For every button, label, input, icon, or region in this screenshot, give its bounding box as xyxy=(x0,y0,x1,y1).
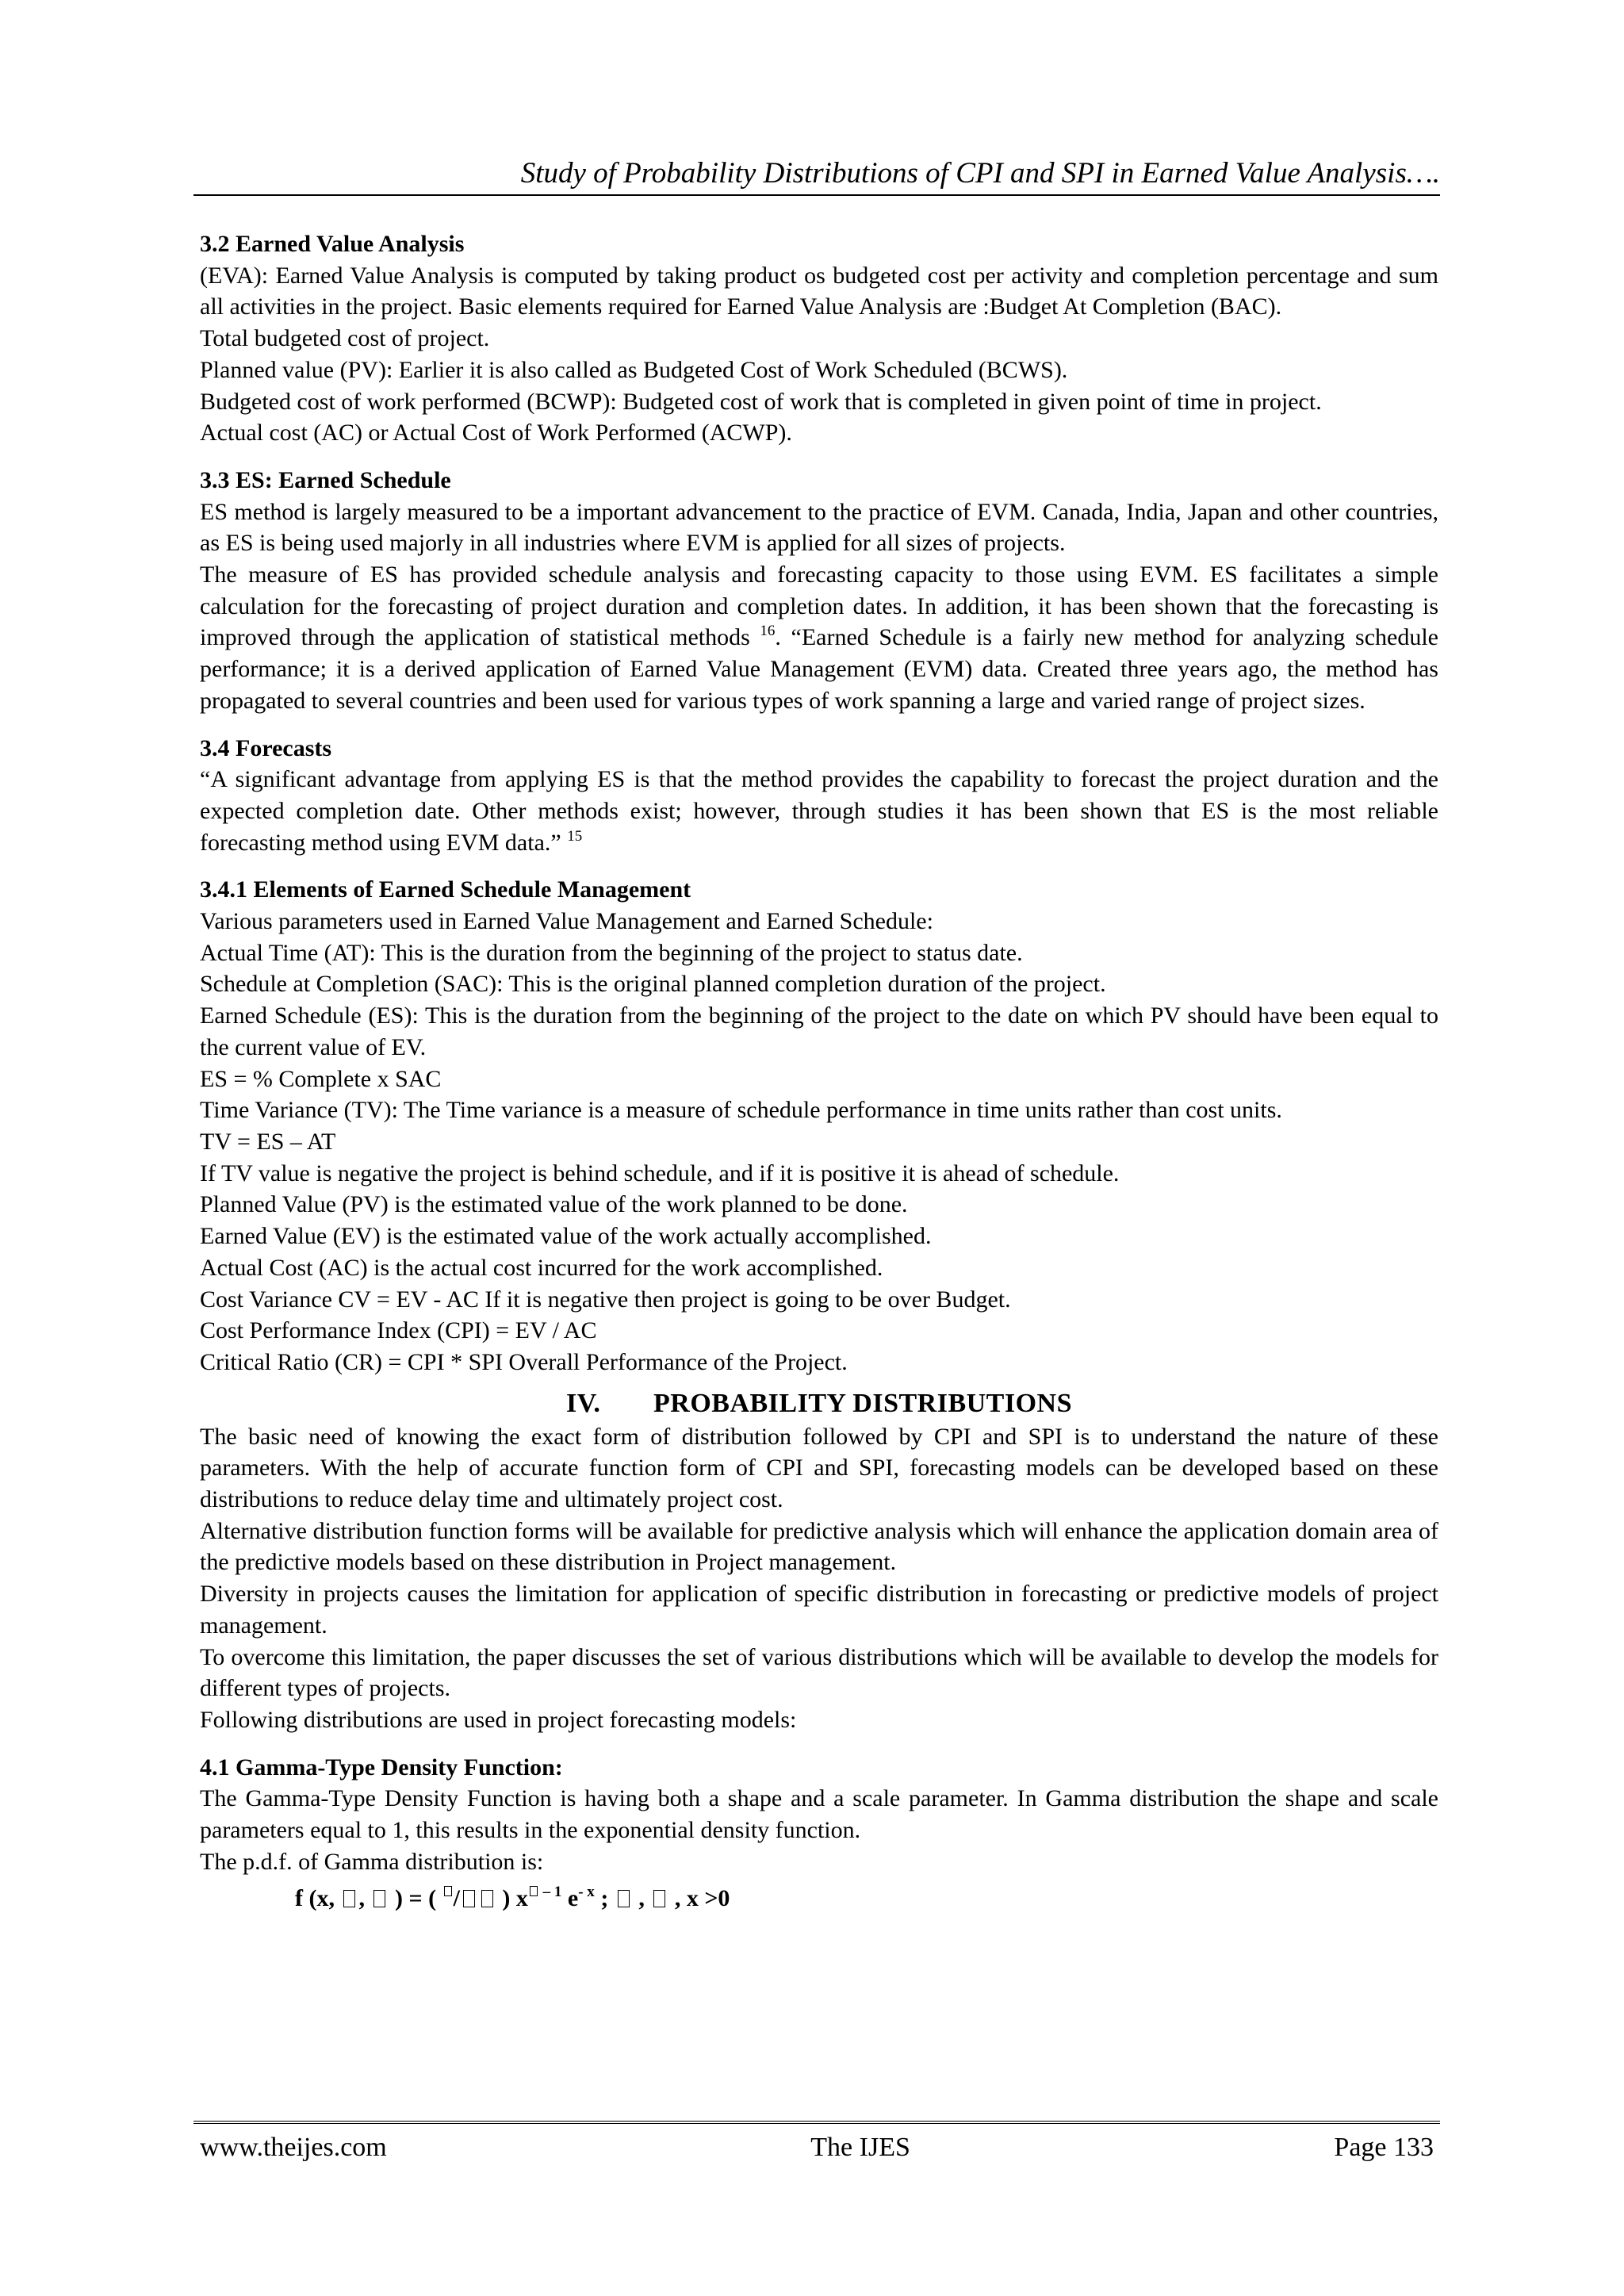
paragraph: Time Variance (TV): The Time variance is a measure of schedule performance in time units rather than cost units. xyxy=(200,1097,1282,1124)
missing-glyph-icon xyxy=(653,1890,665,1907)
formula-text: ) x xyxy=(496,1885,528,1912)
formula-text: ; xyxy=(594,1885,615,1912)
journal-name: The IJES xyxy=(810,2133,910,2162)
paragraph xyxy=(200,764,1438,858)
section-heading-3-2: 3.2 Earned Value Analysis xyxy=(200,231,465,257)
paragraph: Various parameters used in Earned Value Management and Earned Schedule: xyxy=(200,908,933,935)
gamma-pdf-formula xyxy=(200,1882,1438,1915)
page-footer xyxy=(200,2130,1434,2165)
formula-text: ) = ( xyxy=(389,1885,442,1912)
formula-exponent: – 1 xyxy=(538,1884,562,1901)
page-number: Page 133 xyxy=(1334,2133,1434,2162)
paragraph: The basic need of knowing the exact form of distribution followed by CPI and SPI is to understand the nature of these parameters. With the help of accurate function form of CPI and SPI, forecasting models can be developed based on these distributions to reduce delay time and ultimately project cost. xyxy=(200,1423,1438,1513)
paragraph-text: . “Earned Schedule is a fairly new method for analyzing schedule performance; it is a derived application of Earned Value Management (EVM) data. Created three years ago, the method has propagated to several countries and been used for various types of work spanning a large and varied range of project sizes. xyxy=(200,624,1438,714)
paragraph: Diversity in projects causes the limitation for application of specific distribution in forecasting or predictive models of project management. xyxy=(200,1581,1438,1639)
paragraph: ES method is largely measured to be a important advancement to the practice of EVM. Canada, India, Japan and other countries, as ES is being used majorly in all industries where EVM is applied for all sizes of projects. xyxy=(200,498,1438,557)
paragraph: Critical Ratio (CR) = CPI * SPI Overall Performance of the Project. xyxy=(200,1348,848,1375)
chapter-title: PROBABILITY DISTRIBUTIONS xyxy=(653,1388,1072,1418)
formula-superscript xyxy=(528,1884,562,1900)
missing-glyph-icon xyxy=(530,1886,538,1896)
section-heading-4-1: 4.1 Gamma-Type Density Function: xyxy=(200,1754,563,1780)
paragraph-text: “A significant advantage from applying ES is that the method provides the capability to forecast the project duration and the expected completion date. Other methods exist; however, through studies it has been shown that ES is the most reliable forecasting method using EVM data.” xyxy=(200,766,1438,856)
paragraph: Following distributions are used in project forecasting models: xyxy=(200,1706,797,1733)
chapter-heading xyxy=(200,1386,1438,1421)
paragraph: To overcome this limitation, the paper discusses the set of various distributions which will be available to develop the models for different types of projects. xyxy=(200,1643,1438,1702)
formula-text: , xyxy=(632,1885,651,1912)
formula-text: / xyxy=(453,1885,460,1912)
paragraph xyxy=(200,559,1438,717)
body-text xyxy=(200,228,1438,1915)
formula-text: , xyxy=(358,1885,371,1912)
paragraph: Budgeted cost of work performed (BCWP): Budgeted cost of work that is completed in given point of time in project. xyxy=(200,388,1322,415)
paragraph: The p.d.f. of Gamma distribution is: xyxy=(200,1848,544,1875)
reference-superscript: 15 xyxy=(567,827,583,845)
paragraph: ES = % Complete x SAC xyxy=(200,1065,442,1092)
paragraph: Planned value (PV): Earlier it is also called as Budgeted Cost of Work Scheduled (BCWS). xyxy=(200,356,1068,383)
missing-glyph-icon xyxy=(343,1890,355,1907)
paragraph: Total budgeted cost of project. xyxy=(200,325,490,352)
reference-superscript: 16 xyxy=(760,623,776,640)
missing-glyph-icon xyxy=(444,1886,452,1896)
paragraph: Cost Performance Index (CPI) = EV / AC xyxy=(200,1317,597,1344)
footer-rule xyxy=(193,2121,1440,2126)
paragraph: Earned Value (EV) is the estimated value of the work actually accomplished. xyxy=(200,1223,932,1250)
missing-glyph-icon xyxy=(463,1890,475,1907)
missing-glyph-icon xyxy=(373,1890,385,1907)
paragraph: (EVA): Earned Value Analysis is computed by taking product os budgeted cost per activity and completion percentage and sum all activities in the project. Basic elements required for Earned Value Analysis are :Budget At Completion (BAC). xyxy=(200,262,1438,320)
header-rule xyxy=(193,194,1440,196)
paragraph: Cost Variance CV = EV - AC If it is negative then project is going to be over Budget. xyxy=(200,1286,1011,1313)
missing-glyph-icon xyxy=(618,1890,630,1907)
formula-text: f (x, xyxy=(295,1885,341,1912)
paragraph: Schedule at Completion (SAC): This is the original planned completion duration of the project. xyxy=(200,971,1106,998)
formula-superscript xyxy=(442,1884,454,1900)
running-head: Study of Probability Distributions of CPI and SPI in Earned Value Analysis…. xyxy=(520,157,1440,190)
paragraph-text: The measure of ES has provided schedule analysis and forecasting capacity to those using EVM. ES facilitates a simple calculation for the forecasting of project duration and completion dates. In addition, it has been shown that the forecasting is improved through the application of statistical methods xyxy=(200,562,1438,651)
section-heading-3-4: 3.4 Forecasts xyxy=(200,734,332,761)
paragraph: Actual cost (AC) or Actual Cost of Work Performed (ACWP). xyxy=(200,420,792,447)
paragraph: If TV value is negative the project is behind schedule, and if it is positive it is ahead of schedule. xyxy=(200,1159,1120,1186)
paragraph: Planned Value (PV) is the estimated value of the work planned to be done. xyxy=(200,1191,908,1218)
paragraph: Alternative distribution function forms will be available for predictive analysis which will enhance the application domain area of the predictive models based on these distribution in Project management. xyxy=(200,1517,1438,1576)
paragraph: Actual Cost (AC) is the actual cost incurred for the work accomplished. xyxy=(200,1254,883,1281)
paragraph: TV = ES – AT xyxy=(200,1128,336,1155)
chapter-number: IV. xyxy=(566,1388,601,1418)
formula-text: , x >0 xyxy=(668,1885,730,1912)
formula-exponent: - x xyxy=(578,1884,595,1901)
formula-text: e xyxy=(561,1885,579,1912)
paragraph: The Gamma-Type Density Function is having both a shape and a scale parameter. In Gamma distribution the shape and scale parameters equal to 1, this results in the exponential density function. xyxy=(200,1785,1438,1844)
section-heading-3-3: 3.3 ES: Earned Schedule xyxy=(200,466,451,493)
formula-superscript xyxy=(578,1884,595,1900)
missing-glyph-icon xyxy=(481,1890,493,1907)
journal-website: www.theijes.com xyxy=(200,2133,387,2162)
paragraph: Actual Time (AT): This is the duration from the beginning of the project to status date. xyxy=(200,939,1023,966)
section-heading-3-4-1: 3.4.1 Elements of Earned Schedule Management xyxy=(200,876,691,903)
paragraph: Earned Schedule (ES): This is the duration from the beginning of the project to the date on which PV should have been equal to the current value of EV. xyxy=(200,1002,1438,1060)
